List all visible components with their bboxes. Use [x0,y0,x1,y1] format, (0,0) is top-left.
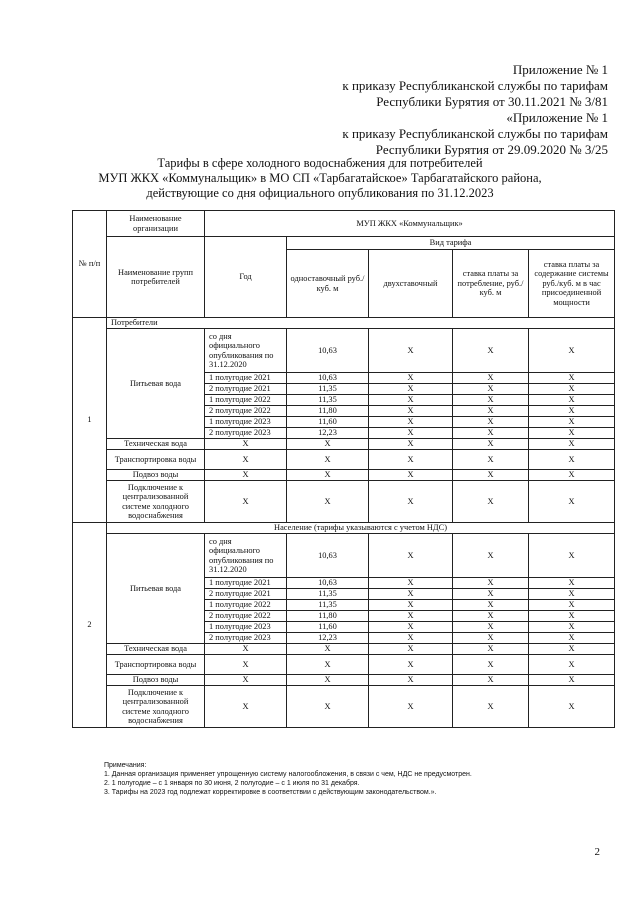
drinking-water-label: Питьевая вода [107,329,205,439]
period-cell: 2 полугодие 2023 [205,633,287,644]
consumption-rate-value: X [453,373,529,384]
single-rate-value: X [287,686,369,728]
period-cell: 2 полугодие 2023 [205,428,287,439]
maintenance-rate-value: X [529,589,615,600]
consumption-rate-value: X [453,534,529,578]
consumption-rate-value: X [453,428,529,439]
single-rate-value: 11,80 [287,611,369,622]
single-rate-value: 11,35 [287,600,369,611]
double-rate-value: X [369,534,453,578]
maintenance-rate-value: X [529,686,615,728]
column-header-consumer-group: Наименование групп потребителей [107,237,205,318]
consumption-rate-value: X [453,406,529,417]
single-rate-value: 11,60 [287,417,369,428]
double-rate-value: X [369,622,453,633]
service-name: Подключение к централизованной системе холодного водоснабжения [107,481,205,523]
single-rate-value: X [287,644,369,655]
page-number: 2 [594,846,600,858]
double-rate-value: X [369,373,453,384]
table-row [73,675,615,686]
period-cell: 2 полугодие 2022 [205,406,287,417]
double-rate-value: X [369,600,453,611]
section-heading-row [73,523,615,534]
maintenance-rate-value: X [529,384,615,395]
title-line: МУП ЖКХ «Коммунальщик» в МО СП «Тарбагатайское» Тарбагатайского района, [98,171,542,185]
consumption-rate-value: X [453,633,529,644]
service-name: Подвоз воды [107,675,205,686]
maintenance-rate-value: X [529,417,615,428]
year-value: X [205,439,287,450]
single-rate-value: X [287,655,369,675]
single-rate-value: 10,63 [287,534,369,578]
single-rate-value: 10,63 [287,373,369,384]
double-rate-value: X [369,578,453,589]
table-row [73,439,615,450]
double-rate-value: X [369,395,453,406]
year-value: X [205,655,287,675]
notes-title: Примечания: [104,762,147,769]
double-rate-value: X [369,655,453,675]
year-value: X [205,450,287,470]
double-rate-value: X [369,481,453,523]
period-cell: 2 полугодие 2021 [205,589,287,600]
section-heading: Потребители [107,318,615,329]
year-value: X [205,675,287,686]
single-rate-value: 11,35 [287,395,369,406]
column-header-tariff-kind: Вид тарифа [287,237,615,250]
maintenance-rate-value: X [529,470,615,481]
single-rate-value: 10,63 [287,329,369,373]
period-cell: со дня официального опубликования по 31.12.2020 [205,534,287,578]
service-name: Транспортировка воды [107,450,205,470]
maintenance-rate-value: X [529,611,615,622]
double-rate-value: X [369,329,453,373]
consumption-rate-value: X [453,611,529,622]
table-row [73,329,615,373]
column-header-single-rate: одноставочный руб./ куб. м [287,250,369,318]
consumption-rate-value: X [453,450,529,470]
table-row [73,686,615,728]
double-rate-value: X [369,589,453,600]
consumption-rate-value: X [453,686,529,728]
consumption-rate-value: X [453,644,529,655]
maintenance-rate-value: X [529,395,615,406]
consumption-rate-value: X [453,417,529,428]
service-name: Техническая вода [107,644,205,655]
maintenance-rate-value: X [529,534,615,578]
single-rate-value: 12,23 [287,633,369,644]
single-rate-value: X [287,481,369,523]
double-rate-value: X [369,686,453,728]
order-reference-header [342,62,608,158]
single-rate-value: 10,63 [287,578,369,589]
consumption-rate-value: X [453,395,529,406]
column-header-number: № п/п [73,211,107,318]
consumption-rate-value: X [453,589,529,600]
period-cell: 1 полугодие 2023 [205,622,287,633]
header-line: к приказу Республиканской службы по тарифам [342,126,608,141]
period-cell: 1 полугодие 2022 [205,600,287,611]
period-cell: 2 полугодие 2022 [205,611,287,622]
section-heading-row [73,318,615,329]
period-cell: 1 полугодие 2021 [205,373,287,384]
table-row [73,655,615,675]
maintenance-rate-value: X [529,450,615,470]
period-cell: со дня официального опубликования по 31.12.2020 [205,329,287,373]
double-rate-value: X [369,470,453,481]
drinking-water-label: Питьевая вода [107,534,205,644]
consumption-rate-value: X [453,655,529,675]
consumption-rate-value: X [453,470,529,481]
double-rate-value: X [369,675,453,686]
title-line: действующие со дня официального опубликования по 31.12.2023 [146,186,494,200]
single-rate-value: X [287,675,369,686]
table-row [73,534,615,578]
column-header-consumption-rate: ставка платы за потребление, руб./ куб. м [453,250,529,318]
double-rate-value: X [369,384,453,395]
table-row [73,450,615,470]
title-line: Тарифы в сфере холодного водоснабжения для потребителей [157,156,483,170]
header-line: Республики Бурятия от 29.09.2020 № 3/25 [375,142,608,157]
note-item: 2. 1 полугодие – с 1 января по 30 июня, 2 полугодие – с 1 июля по 31 декабря. [104,780,360,787]
column-header-organization: Наименование организации [107,211,205,237]
consumption-rate-value: X [453,384,529,395]
maintenance-rate-value: X [529,644,615,655]
single-rate-value: 11,35 [287,589,369,600]
header-line: Республики Бурятия от 30.11.2021 № 3/81 [376,94,608,109]
section-heading: Население (тарифы указываются с учетом НДС) [107,523,615,534]
single-rate-value: X [287,470,369,481]
row-number: 1 [73,318,107,523]
note-item: 1. Данная организация применяет упрощенную систему налогообложения, в связи с чем, НДС не предусмотрен. [104,771,472,778]
double-rate-value: X [369,450,453,470]
period-cell: 1 полугодие 2023 [205,417,287,428]
period-cell: 1 полугодие 2021 [205,578,287,589]
organization-name: МУП ЖКХ «Коммунальщик» [205,211,615,237]
double-rate-value: X [369,611,453,622]
single-rate-value: 11,35 [287,384,369,395]
table-row [73,470,615,481]
single-rate-value: 12,23 [287,428,369,439]
maintenance-rate-value: X [529,406,615,417]
maintenance-rate-value: X [529,633,615,644]
consumption-rate-value: X [453,439,529,450]
consumption-rate-value: X [453,481,529,523]
column-header-year: Год [205,237,287,318]
period-cell: 1 полугодие 2022 [205,395,287,406]
header-line: «Приложение № 1 [506,110,608,125]
table-row [73,644,615,655]
table-row [73,481,615,523]
tariff-table [72,210,615,728]
maintenance-rate-value: X [529,481,615,523]
year-value: X [205,470,287,481]
maintenance-rate-value: X [529,329,615,373]
single-rate-value: 11,80 [287,406,369,417]
maintenance-rate-value: X [529,373,615,384]
maintenance-rate-value: X [529,655,615,675]
maintenance-rate-value: X [529,675,615,686]
double-rate-value: X [369,417,453,428]
document-title [0,156,640,201]
single-rate-value: 11,60 [287,622,369,633]
header-line: Приложение № 1 [512,62,608,77]
consumption-rate-value: X [453,622,529,633]
consumption-rate-value: X [453,675,529,686]
period-cell: 2 полугодие 2021 [205,384,287,395]
service-name: Транспортировка воды [107,655,205,675]
year-value: X [205,481,287,523]
maintenance-rate-value: X [529,622,615,633]
double-rate-value: X [369,439,453,450]
consumption-rate-value: X [453,600,529,611]
header-line: к приказу Республиканской службы по тарифам [342,78,608,93]
year-value: X [205,686,287,728]
double-rate-value: X [369,406,453,417]
consumption-rate-value: X [453,578,529,589]
maintenance-rate-value: X [529,428,615,439]
double-rate-value: X [369,428,453,439]
row-number: 2 [73,523,107,728]
note-item: 3. Тарифы на 2023 год подлежат корректировке в соответствии с действующим законодательством.». [104,789,437,796]
service-name: Подвоз воды [107,470,205,481]
notes [104,761,472,797]
consumption-rate-value: X [453,329,529,373]
year-value: X [205,644,287,655]
column-header-double-rate: двухставочный [369,250,453,318]
maintenance-rate-value: X [529,578,615,589]
maintenance-rate-value: X [529,439,615,450]
double-rate-value: X [369,633,453,644]
maintenance-rate-value: X [529,600,615,611]
service-name: Подключение к централизованной системе холодного водоснабжения [107,686,205,728]
single-rate-value: X [287,439,369,450]
single-rate-value: X [287,450,369,470]
column-header-maintenance-rate: ставка платы за содержание системы руб./куб. м в час присоединенной мощности [529,250,615,318]
double-rate-value: X [369,644,453,655]
service-name: Техническая вода [107,439,205,450]
